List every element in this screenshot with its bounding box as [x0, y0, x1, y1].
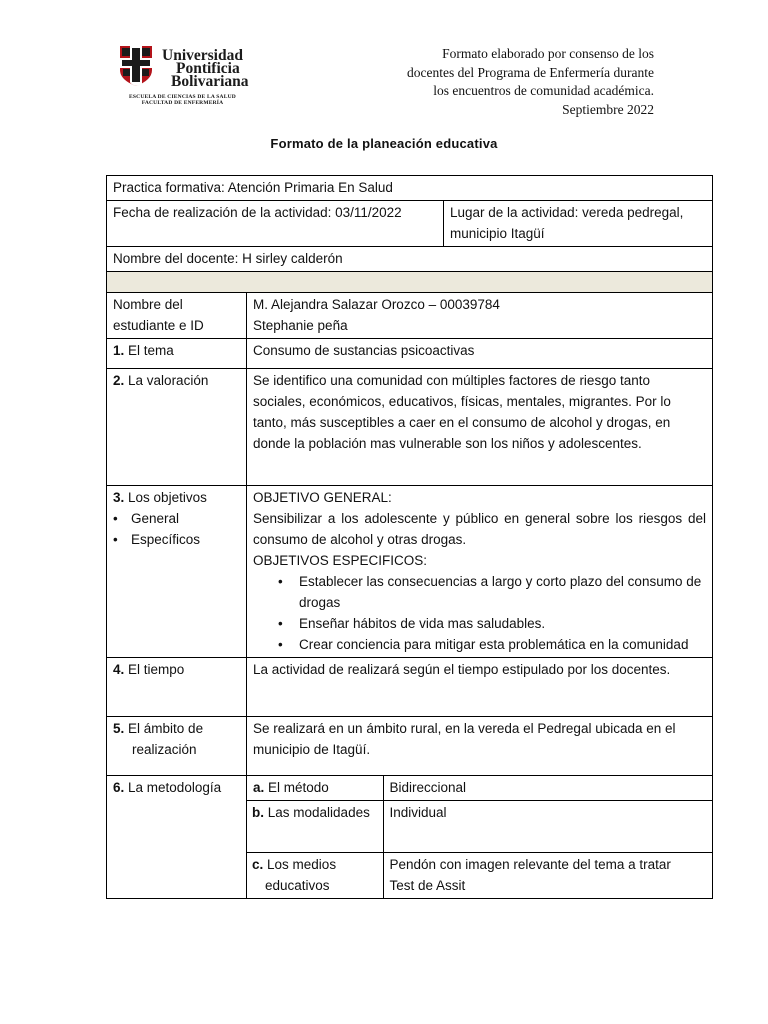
tiempo-number: 4. [113, 662, 125, 677]
tema-number: 1. [113, 343, 125, 358]
ambito-label-cell [107, 717, 247, 776]
medios-row [247, 853, 712, 899]
objetivos-sub-especificos: • Específicos [113, 529, 240, 550]
valoracion-number: 2. [113, 373, 125, 388]
fecha-cell: Fecha de realización de la actividad: 03/11/2022 [107, 201, 444, 247]
medios-item-2: Test de Assit [389, 878, 466, 893]
objetivos-especificos-list [278, 571, 706, 655]
objetivo-general-title: OBJETIVO GENERAL: [253, 490, 392, 505]
metodo-value: Bidireccional [383, 776, 712, 801]
document-title: Formato de la planeación educativa [270, 136, 498, 151]
tiempo-label-cell [107, 658, 247, 717]
valoracion-cell: Se identifico una comunidad con múltiples factores de riesgo tanto sociales, económicos, educativos, físicas, mentales, migrantes. Por lo tanto, más susceptibles a caer en el consumo de alcohol y drogas, en donde la población mas vulnerable son los niños y adolescentes. [247, 369, 713, 486]
docente-cell: Nombre del docente: H sirley calderón [107, 247, 713, 272]
tema-label-cell [107, 339, 247, 369]
row-tiempo [107, 658, 713, 717]
school-line-2: FACULTAD DE ENFERMERÍA [141, 100, 224, 106]
objetivo-especifico-item: • Crear conciencia para mitigar esta problemática en la comunidad [278, 634, 706, 655]
objetivo-especifico-item: • Enseñar hábitos de vida mas saludables. [278, 613, 706, 634]
objetivos-label-cell [107, 486, 247, 658]
row-shaded [107, 272, 713, 293]
row-docente [107, 247, 713, 272]
metodologia-subtable [247, 776, 712, 898]
medios-letter: c. [252, 857, 264, 872]
ambito-cell: Se realizará en un ámbito rural, en la vereda el Pedregal ubicada en el municipio de Itagüí. [247, 717, 713, 776]
ambito-label: El ámbito de realización [128, 721, 204, 757]
logo-line-3: Bolivariana [171, 73, 249, 90]
modalidades-label-cell [247, 801, 383, 853]
row-valoracion [107, 369, 713, 486]
objetivos-especificos-title: OBJETIVOS ESPECIFICOS: [253, 553, 428, 568]
modalidades-value: Individual [383, 801, 712, 853]
modalidades-label: Las modalidades [267, 805, 370, 820]
medios-value [383, 853, 712, 899]
university-name [162, 49, 249, 88]
row-tema [107, 339, 713, 369]
tema-label: El tema [128, 343, 174, 358]
metodologia-cell [247, 776, 713, 899]
row-fecha-lugar [107, 201, 713, 247]
ambito-number: 5. [113, 721, 125, 736]
tiempo-label: El tiempo [128, 662, 185, 677]
metodologia-number: 6. [113, 780, 125, 795]
row-ambito [107, 717, 713, 776]
tema-cell: Consumo de sustancias psicoactivas [247, 339, 713, 369]
objetivos-label: Los objetivos [128, 490, 207, 505]
university-crest-icon [116, 44, 156, 88]
metodologia-label: La metodología [128, 780, 222, 795]
metodo-letter: a. [253, 780, 265, 795]
lugar-cell: Lugar de la actividad: vereda pedregal, municipio Itagüí [444, 201, 713, 247]
row-metodologia [107, 776, 713, 899]
modalidades-letter: b. [252, 805, 264, 820]
estudiante-cell [247, 293, 713, 339]
medios-item-1: Pendón con imagen relevante del tema a tratar [389, 857, 671, 872]
row-estudiante [107, 293, 713, 339]
metodologia-label-cell [107, 776, 247, 899]
metodo-label: El método [268, 780, 329, 795]
metodo-row [247, 776, 712, 801]
logo-line-2: Pontificia [176, 60, 240, 77]
tiempo-cell: La actividad de realizará según el tiempo estipulado por los docentes. [247, 658, 713, 717]
practica-cell: Practica formativa: Atención Primaria En Salud [107, 176, 713, 201]
estudiante-1: M. Alejandra Salazar Orozco – 00039784 [253, 297, 500, 312]
shaded-separator [107, 272, 713, 293]
university-logo [110, 44, 255, 110]
estudiante-label: Nombre del estudiante e ID [107, 293, 247, 339]
logo-line-1: Universidad [162, 47, 243, 64]
objetivo-especifico-item: • Establecer las consecuencias a largo y corto plazo del consumo de drogas [278, 571, 706, 613]
header-note: Formato elaborado por consenso de los docentes del Programa de Enfermería durante los encuentros de comunidad académica. Septiembre 2022 [406, 46, 654, 117]
objetivos-sub-list [113, 508, 240, 550]
modalidades-row [247, 801, 712, 853]
estudiante-2: Stephanie peña [253, 318, 348, 333]
planning-table [106, 175, 713, 899]
objetivos-number: 3. [113, 490, 125, 505]
objetivo-general-text: Sensibilizar a los adolescente y público en general sobre los riesgos del consumo de alcohol y otras drogas. [253, 511, 706, 547]
row-objetivos [107, 486, 713, 658]
objetivos-cell [247, 486, 713, 658]
objetivos-sub-general: • General [113, 508, 240, 529]
valoracion-label-cell [107, 369, 247, 486]
school-name [110, 94, 255, 106]
school-line-1: ESCUELA DE CIENCIAS DE LA SALUD [129, 94, 236, 100]
medios-label-cell [247, 853, 383, 899]
medios-label: Los medios educativos [265, 857, 337, 893]
metodo-label-cell [247, 776, 383, 801]
row-practica [107, 176, 713, 201]
valoracion-label: La valoración [128, 373, 209, 388]
